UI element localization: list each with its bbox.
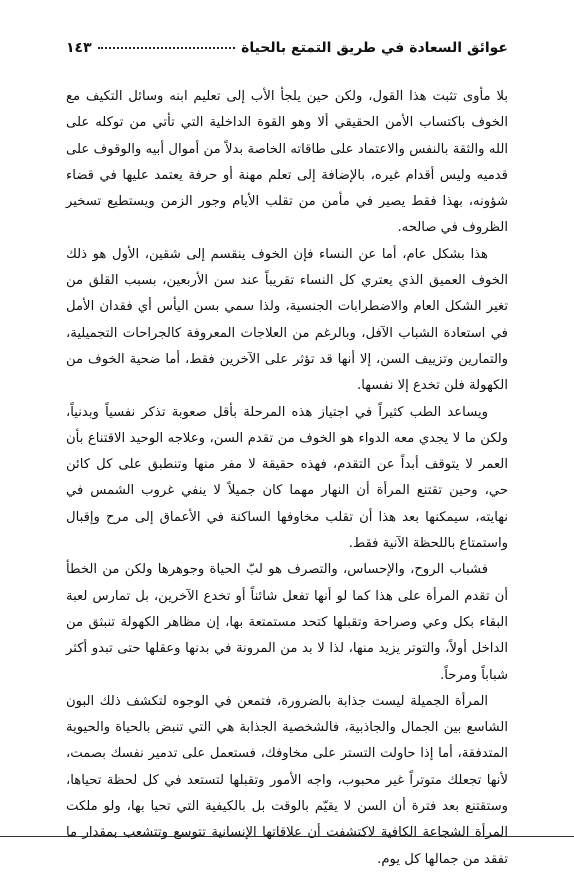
paragraph: فشباب الروح، والإحساس، والتصرف هو لبّ الحياة وجوهرها ولكن من الخطأ أن تقدم المرأة على هذا كما لو أنها تفعل شائناً أو تخدع الآخرين، بل تمارس لعبة البقاء بكل وعي وصراحة وتقبلها كتحد مستمتعة بها، إن مظاهر الكهولة تنبثق من الداخل أولاً، والتوتر يزيد منها، لذا لا بد من المرونة في بدنها وعقلها حتى تبدو أكثر شباباً ومرحاً.	[66, 562, 508, 683]
paragraph: ويساعد الطب كثيراً في اجتياز هذه المرحلة بأقل صعوبة تذكر نفسياً وبدنياً، ولكن ما لا يجدي معه الدواء هو الخوف من تقدم السن، وعلاجه الوحيد الاقتناع بأن العمر لا يتوقف أبداً عن التقدم، فهذه حقيقة لا مفر منها وتنطبق على كل كائن حي، وحين تقتنع المرأة أن النهار مهما كان جميلاً لا ينفي غروب الشمس في نهايته، سيمكنها بعد هذا أن تقلب مخاوفها الساكنة في الأعماق إلى مرح وإقبال واستمتاع باللحظة الآنية فقط.	[66, 404, 508, 552]
body-text	[66, 84, 508, 873]
page-number: ١٤٣	[66, 40, 92, 56]
paragraph: هذا بشكل عام، أما عن النساء فإن الخوف ينقسم إلى شقين، الأول هو ذلك الخوف العميق الذي يعتري كل النساء تقريباً عند سن الأربعين، بسبب القلق من تغير الشكل العام والاضطرابات الجنسية، ولذا سمي بسن اليأس أي فقدان الأمل في استعادة الشباب الآفل، وبالرغم من العلاجات المعروفة كالجراحات التجميلية، والتمارين وتزييف السن، إلا أنها قد تؤثر على الآخرين فقط، أما ضحية الخوف من الكهولة فلن تخدع إلا نفسها.	[66, 246, 508, 394]
page-bottom-rule	[0, 836, 574, 837]
running-header	[66, 36, 508, 60]
paragraph: بلا مأوى تثبت هذا القول، ولكن حين يلجأ الأب إلى تعليم ابنه وسائل التكيف مع الخوف باكتساب الأمن الحقيقي ألا وهو القوة الداخلية التي تأتي من توكله على الله والثقة بالنفس والاعتماد على طاقاته الخاصة بدلاً من أموال أبيه والوقوف على قدميه وليس أقدام غيره، بالإضافة إلى تعلم مهنة أو حرفة يعتمد عليها في قضاء شؤونه، بهذا فقط يصير في مأمن من تقلب الأيام وجور الزمن ويستطيع تسخير الظروف في صالحه.	[66, 89, 508, 236]
header-dotted-rule	[98, 47, 235, 49]
paragraph: المرأة الجميلة ليست جذابة بالضرورة، فتمعن في الوجوه لتكشف ذلك البون الشاسع بين الجمال والجاذبية، فالشخصية الجذابة هي التي تنبض بالحياة والحيوية المتدفقة، أما إذا حاولت التستر على مخاوفك، فستعمل على تدمير نفسك بصمت، لأنها تجعلك متوتراً غير محبوب، واجه الأمور وتقبلها لتستعد في كل لحظة تحياها، وستقتنع بعد فترة أن السن لا يقيّم بالوقت بل بالكيفية التي تحيا بها، ولو ملكت المرأة الشجاعة الكافية لاكتشفت أن علاقاتها الإنسانية تتوسع وتتشعب بمقدار ما تفقد من جمالها كل يوم.	[66, 693, 508, 867]
running-header-title: عوائق السعادة في طريق التمتع بالحياة	[241, 40, 508, 56]
